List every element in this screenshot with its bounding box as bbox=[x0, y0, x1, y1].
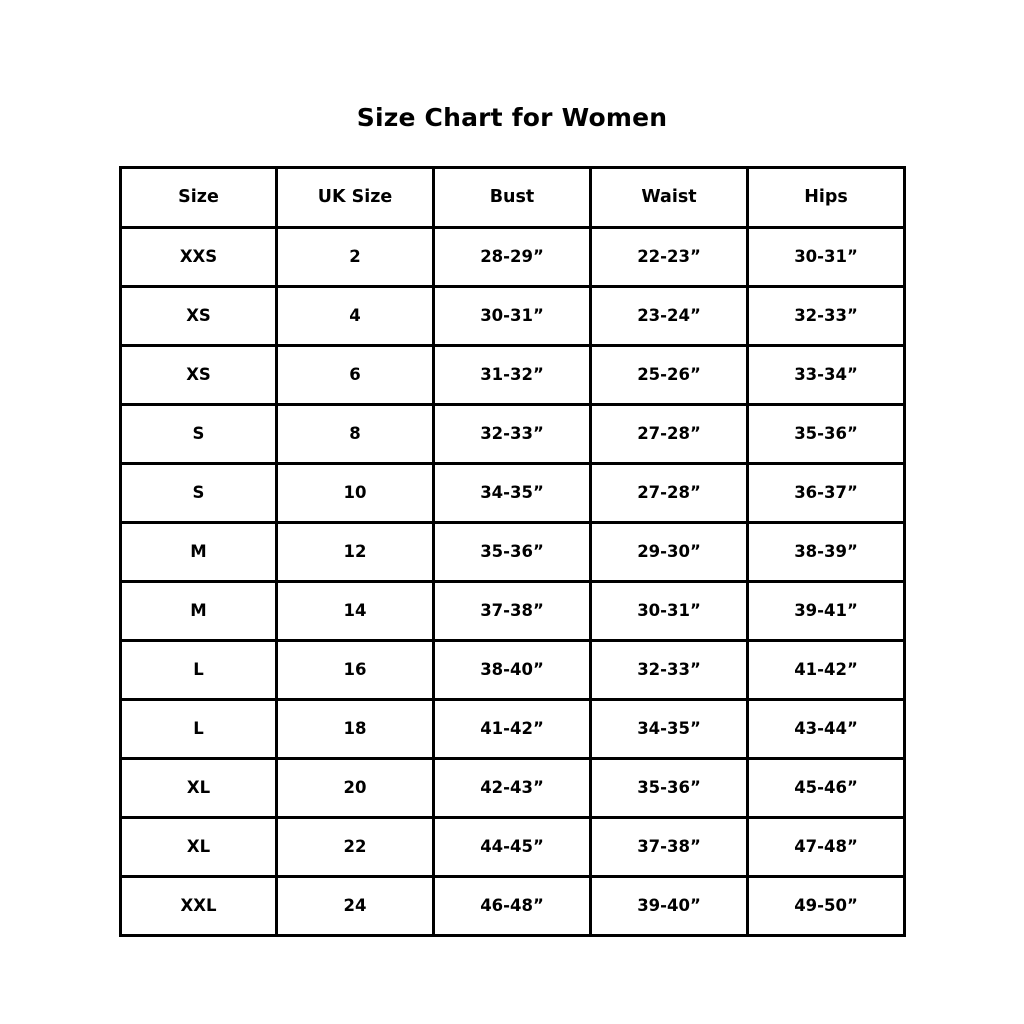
cell-size: M bbox=[121, 523, 277, 582]
cell-waist: 27-28” bbox=[591, 405, 748, 464]
cell-uk-size: 10 bbox=[277, 464, 434, 523]
cell-waist: 39-40” bbox=[591, 877, 748, 936]
cell-uk-size: 14 bbox=[277, 582, 434, 641]
cell-hips: 30-31” bbox=[748, 228, 905, 287]
table-header-row bbox=[121, 168, 905, 228]
table-row bbox=[121, 346, 905, 405]
table-row bbox=[121, 818, 905, 877]
cell-size: L bbox=[121, 641, 277, 700]
column-header-hips: Hips bbox=[748, 168, 905, 228]
cell-bust: 46-48” bbox=[434, 877, 591, 936]
table-row bbox=[121, 228, 905, 287]
cell-waist: 30-31” bbox=[591, 582, 748, 641]
cell-hips: 35-36” bbox=[748, 405, 905, 464]
cell-hips: 39-41” bbox=[748, 582, 905, 641]
table-row bbox=[121, 464, 905, 523]
table-row bbox=[121, 287, 905, 346]
table-row bbox=[121, 877, 905, 936]
cell-uk-size: 2 bbox=[277, 228, 434, 287]
cell-bust: 32-33” bbox=[434, 405, 591, 464]
cell-bust: 37-38” bbox=[434, 582, 591, 641]
cell-hips: 33-34” bbox=[748, 346, 905, 405]
cell-bust: 42-43” bbox=[434, 759, 591, 818]
cell-size: S bbox=[121, 405, 277, 464]
column-header-size: Size bbox=[121, 168, 277, 228]
cell-uk-size: 12 bbox=[277, 523, 434, 582]
size-chart-table-wrapper bbox=[119, 166, 903, 937]
table-row bbox=[121, 641, 905, 700]
cell-hips: 38-39” bbox=[748, 523, 905, 582]
cell-uk-size: 24 bbox=[277, 877, 434, 936]
cell-size: XL bbox=[121, 818, 277, 877]
cell-waist: 25-26” bbox=[591, 346, 748, 405]
cell-hips: 32-33” bbox=[748, 287, 905, 346]
table-row bbox=[121, 759, 905, 818]
column-header-bust: Bust bbox=[434, 168, 591, 228]
cell-bust: 34-35” bbox=[434, 464, 591, 523]
cell-size: XL bbox=[121, 759, 277, 818]
cell-size: L bbox=[121, 700, 277, 759]
page-title: Size Chart for Women bbox=[356, 103, 668, 132]
cell-bust: 44-45” bbox=[434, 818, 591, 877]
cell-size: S bbox=[121, 464, 277, 523]
cell-uk-size: 18 bbox=[277, 700, 434, 759]
cell-size: XXS bbox=[121, 228, 277, 287]
cell-uk-size: 8 bbox=[277, 405, 434, 464]
cell-bust: 41-42” bbox=[434, 700, 591, 759]
cell-size: M bbox=[121, 582, 277, 641]
cell-bust: 31-32” bbox=[434, 346, 591, 405]
cell-waist: 29-30” bbox=[591, 523, 748, 582]
table-body bbox=[121, 228, 905, 936]
cell-waist: 35-36” bbox=[591, 759, 748, 818]
cell-bust: 38-40” bbox=[434, 641, 591, 700]
cell-uk-size: 6 bbox=[277, 346, 434, 405]
table-row bbox=[121, 405, 905, 464]
cell-waist: 22-23” bbox=[591, 228, 748, 287]
cell-size: XS bbox=[121, 287, 277, 346]
column-header-waist: Waist bbox=[591, 168, 748, 228]
cell-waist: 27-28” bbox=[591, 464, 748, 523]
cell-size: XS bbox=[121, 346, 277, 405]
cell-hips: 47-48” bbox=[748, 818, 905, 877]
cell-waist: 34-35” bbox=[591, 700, 748, 759]
cell-uk-size: 16 bbox=[277, 641, 434, 700]
cell-waist: 23-24” bbox=[591, 287, 748, 346]
cell-bust: 30-31” bbox=[434, 287, 591, 346]
cell-waist: 37-38” bbox=[591, 818, 748, 877]
size-chart-table bbox=[119, 166, 906, 937]
cell-hips: 43-44” bbox=[748, 700, 905, 759]
table-header bbox=[121, 168, 905, 228]
cell-bust: 35-36” bbox=[434, 523, 591, 582]
cell-hips: 41-42” bbox=[748, 641, 905, 700]
cell-uk-size: 22 bbox=[277, 818, 434, 877]
table-row bbox=[121, 523, 905, 582]
column-header-uk-size: UK Size bbox=[277, 168, 434, 228]
cell-uk-size: 20 bbox=[277, 759, 434, 818]
cell-waist: 32-33” bbox=[591, 641, 748, 700]
cell-hips: 36-37” bbox=[748, 464, 905, 523]
cell-hips: 45-46” bbox=[748, 759, 905, 818]
table-row bbox=[121, 582, 905, 641]
cell-hips: 49-50” bbox=[748, 877, 905, 936]
cell-size: XXL bbox=[121, 877, 277, 936]
cell-bust: 28-29” bbox=[434, 228, 591, 287]
table-row bbox=[121, 700, 905, 759]
cell-uk-size: 4 bbox=[277, 287, 434, 346]
